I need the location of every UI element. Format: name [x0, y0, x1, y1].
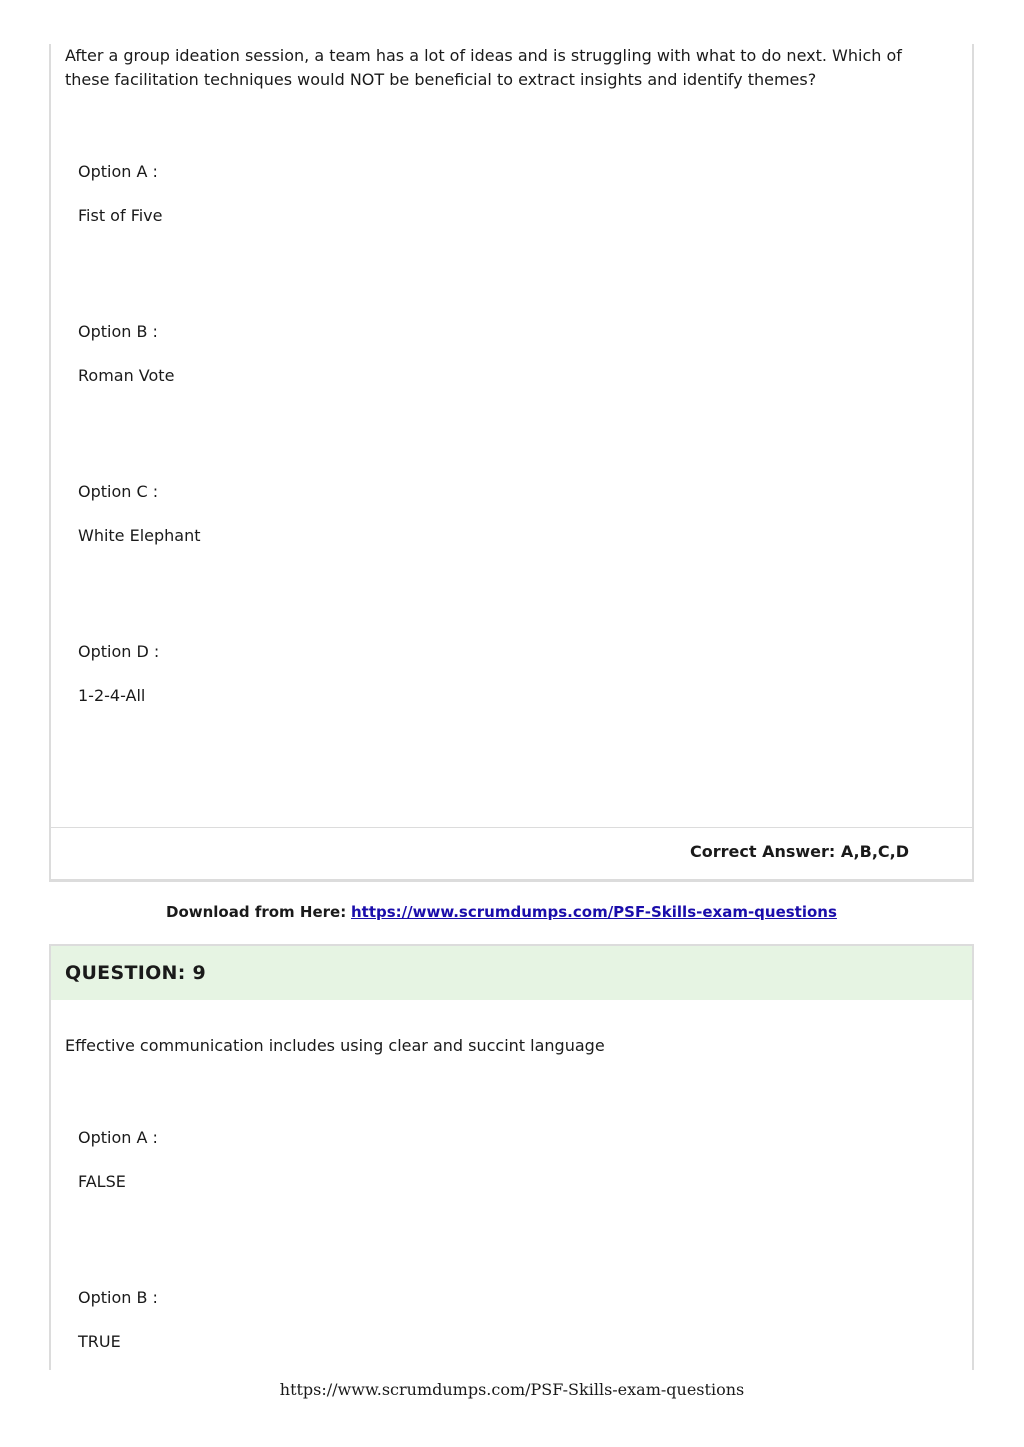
option-a-label: Option A :	[78, 162, 158, 181]
download-line	[166, 901, 837, 923]
question-9-text: Effective communication includes using clear and succint language	[65, 1036, 605, 1055]
question-9-header	[51, 946, 972, 1000]
option-a-value: FALSE	[78, 1172, 126, 1191]
option-d-value: 1-2-4-All	[78, 686, 146, 705]
question-9-card	[49, 944, 974, 1370]
correct-answer: Correct Answer: A,B,C,D	[690, 842, 909, 861]
question-8-card	[49, 44, 974, 882]
answer-divider	[51, 827, 972, 828]
option-a-value: Fist of Five	[78, 206, 163, 225]
question-8-text: After a group ideation session, a team has a lot of ideas and is struggling with what to do next. Which of these facilitation techniques would NOT be beneficial to extract insights and identify themes?	[65, 46, 902, 89]
option-d-label: Option D :	[78, 642, 160, 661]
page-footer-url: https://www.scrumdumps.com/PSF-Skills-exam-questions	[279, 1380, 745, 1399]
option-c-label: Option C :	[78, 482, 159, 501]
download-label: Download from Here:	[166, 903, 347, 921]
option-b-value: Roman Vote	[78, 366, 175, 385]
download-link[interactable]: https://www.scrumdumps.com/PSF-Skills-exam-questions	[350, 903, 837, 921]
option-b-label: Option B :	[78, 1288, 158, 1307]
question-9-title: QUESTION: 9	[65, 962, 207, 984]
option-b-value: TRUE	[78, 1332, 121, 1351]
option-c-value: White Elephant	[78, 526, 201, 545]
option-b-label: Option B :	[78, 322, 158, 341]
option-a-label: Option A :	[78, 1128, 158, 1147]
